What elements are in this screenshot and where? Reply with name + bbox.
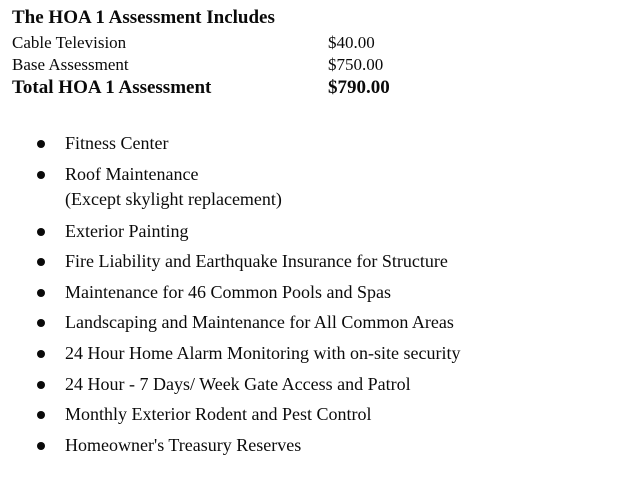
item-text: Roof Maintenance <box>65 163 199 184</box>
item-note: (Except skylight replacement) <box>65 188 282 209</box>
list-item <box>0 310 640 335</box>
page-title: The HOA 1 Assessment Includes <box>12 7 275 28</box>
bullet-icon <box>37 228 45 236</box>
item-text: Fire Liability and Earthquake Insurance for Structure <box>65 251 448 272</box>
fee-label: Base Assessment <box>12 55 129 74</box>
item-text: Fitness Center <box>65 133 169 153</box>
bullet-icon <box>37 319 45 327</box>
list-item <box>0 162 640 212</box>
list-item <box>0 402 640 427</box>
list-item <box>0 219 640 244</box>
bullet-icon <box>37 140 45 148</box>
bullet-icon <box>37 289 45 297</box>
list-item <box>0 372 640 397</box>
item-text: 24 Hour - 7 Days/ Week Gate Access and Patrol <box>65 373 411 394</box>
item-text: Landscaping and Maintenance for All Common Areas <box>65 312 454 333</box>
total-amount: $790.00 <box>328 77 390 98</box>
item-text: Monthly Exterior Rodent and Pest Control <box>65 404 372 425</box>
bullet-icon <box>37 258 45 266</box>
item-text: Homeowner's Treasury Reserves <box>65 434 302 455</box>
bullet-icon <box>37 171 45 179</box>
bullet-icon <box>37 350 45 358</box>
fee-label: Cable Television <box>12 33 127 52</box>
total-label: Total HOA 1 Assessment <box>12 77 212 98</box>
bullet-icon <box>37 411 45 419</box>
included-items-list <box>0 131 640 463</box>
item-text: Exterior Painting <box>65 220 189 241</box>
list-item <box>0 131 640 156</box>
fee-amount: $40.00 <box>328 33 375 52</box>
item-text: Maintenance for 46 Common Pools and Spas <box>65 281 391 302</box>
bullet-icon <box>37 442 45 450</box>
list-item <box>0 433 640 458</box>
bullet-icon <box>37 381 45 389</box>
list-item <box>0 249 640 274</box>
list-item <box>0 280 640 305</box>
list-item <box>0 341 640 366</box>
fee-amount: $750.00 <box>328 55 384 74</box>
item-text: 24 Hour Home Alarm Monitoring with on-site security <box>65 342 461 363</box>
